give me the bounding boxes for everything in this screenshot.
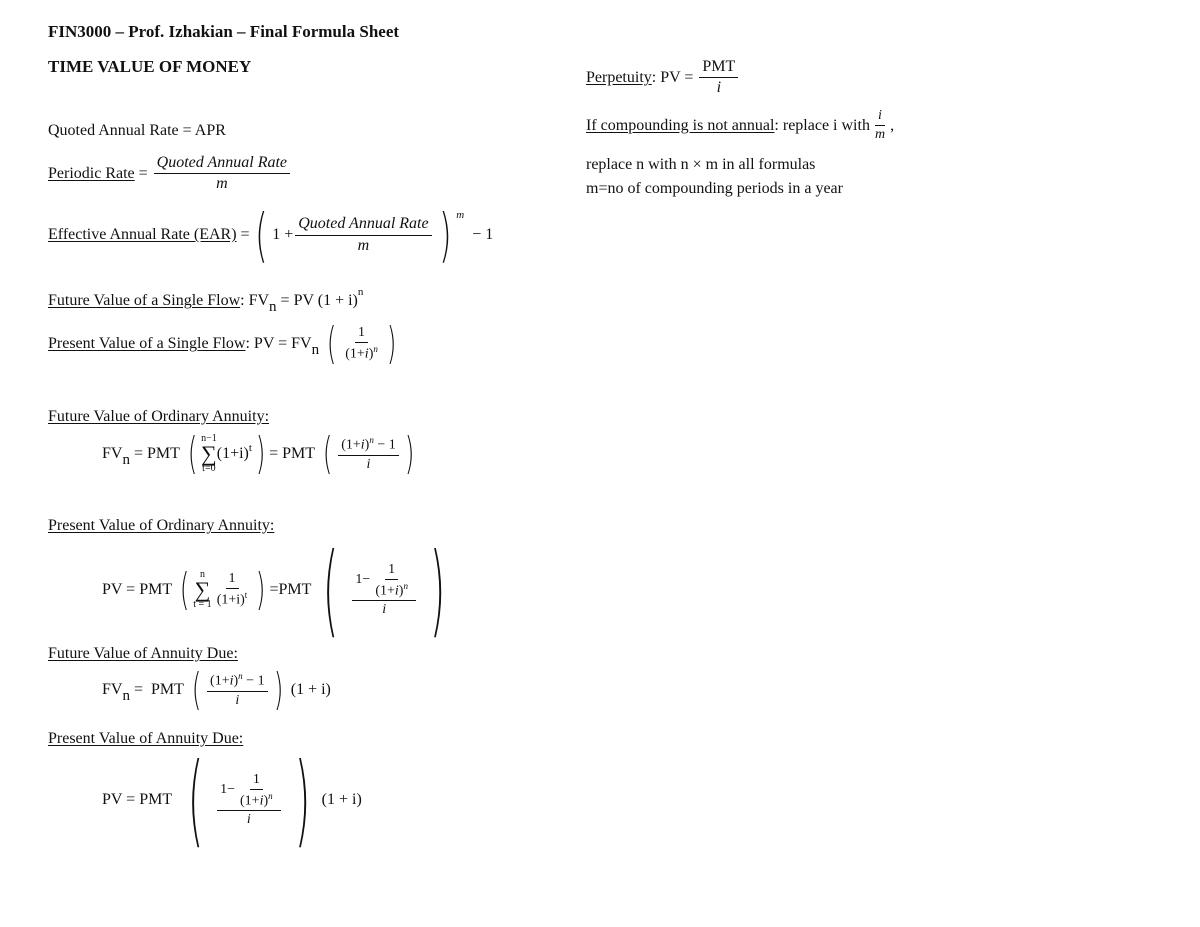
pv-annuity-formula: PV = PMT ( n ∑ t = 1 $\frac{1}{(1+i)^t}$ ) =PMT ( 1− $\frac{1}{(1+i)^n}$ i ) bbox=[102, 531, 446, 648]
section-title: TIME VALUE OF MONEY bbox=[48, 57, 252, 76]
ear-label: Effective Annual Rate (EAR) bbox=[48, 226, 237, 243]
compounding-note: If compounding is not annual : replace i with $\frac{i}{m}$ , bbox=[586, 108, 895, 143]
quoted-rate-line: Quoted Annual Rate = APR bbox=[48, 122, 226, 139]
fv-annuity-formula: FV n = PMT ( n−1 ∑ t=0 (1+i) t ) = PMT ( $\frac{(1+i)^n - 1}{i}$ ) bbox=[102, 428, 415, 479]
pv-single-formula: Present Value of a Single Flow : PV = FV n ( $\frac{1}{(1+i)^n}$ ) bbox=[48, 318, 397, 369]
fv-single-formula: Future Value of a Single Flow : FV n = PV (1 + i) n bbox=[48, 286, 364, 315]
periodic-rate-formula: Periodic Rate = $\frac{\text{Quoted Annual Rate}}{m}$ bbox=[48, 154, 292, 194]
perpetuity-formula: Perpetuity : PV = $\frac{\text{PMT}}{i}$ bbox=[586, 58, 740, 98]
fv-single-label: Future Value of a Single Flow bbox=[48, 292, 241, 309]
fv-due-label: Future Value of Annuity Due: bbox=[48, 645, 238, 662]
pv-due-formula: PV = PMT ( 1− $\frac{1}{(1+i)^n}$ i ) (1 + i) bbox=[102, 741, 362, 858]
perpetuity-label: Perpetuity bbox=[586, 68, 652, 86]
compounding-label: If compounding is not annual bbox=[586, 116, 775, 134]
pv-annuity-label: Present Value of Ordinary Annuity: bbox=[48, 517, 275, 534]
m-definition-line: m=no of compounding periods in a year bbox=[586, 180, 843, 197]
pv-single-label: Present Value of a Single Flow bbox=[48, 335, 246, 352]
pv-due-label: Present Value of Annuity Due: bbox=[48, 730, 244, 747]
replace-n-line: replace n with n × m in all formulas bbox=[586, 156, 816, 173]
page-title: FIN3000 – Prof. Izhakian – Final Formula Sheet bbox=[48, 22, 400, 41]
ear-formula: Effective Annual Rate (EAR) = ( 1 + $\frac{\text{Quoted Annual Rate}}{m}$ ) m − 1 bbox=[48, 201, 494, 269]
fv-due-formula: FV n = PMT ( $\frac{(1+i)^n - 1}{i}$ ) (1 + i) bbox=[102, 664, 331, 715]
fv-annuity-label: Future Value of Ordinary Annuity: bbox=[48, 408, 270, 425]
periodic-rate-label: Periodic Rate bbox=[48, 164, 135, 182]
